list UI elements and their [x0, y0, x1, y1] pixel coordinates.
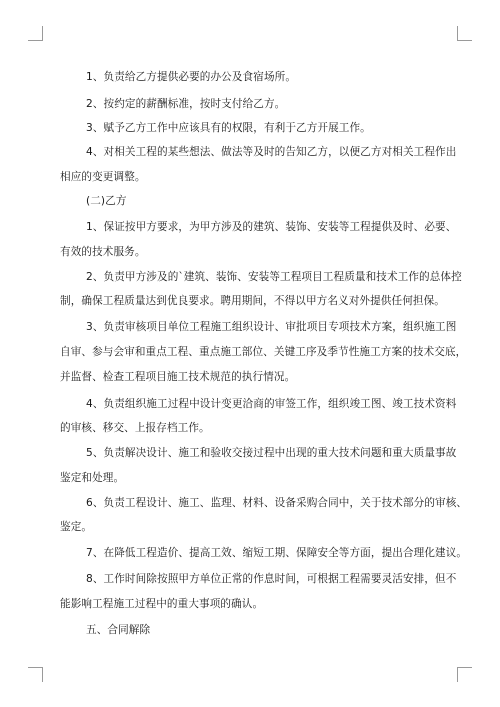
crop-mark-top-left	[28, 26, 43, 41]
paragraph-line: 制，确保工程质量达到优良要求。聘用期间，不得以甲方名义对外提供任何担保。	[60, 295, 445, 307]
paragraph-line: 7、在降低工程造价、提高工效、缩短工期、保障安全等方面，提出合理化建议。	[86, 547, 468, 559]
paragraph-line: 能影响工程施工过程中的重大事项的确认。	[60, 598, 264, 610]
paragraph-line: 4、负责组织施工过程中设计变更洽商的审签工作，组织竣工图、竣工技术资料	[86, 398, 457, 410]
paragraph-line: 鉴定和处理。	[60, 472, 125, 484]
paragraph-line: 自审、参与会审和重点工程、重点施工部位、关键工序及季节性施工方案的技术交底，	[60, 346, 467, 358]
paragraph-line: 1、保证按甲方要求，为甲方涉及的建筑、装饰、安装等工程提供及时、必要、	[86, 221, 457, 233]
paragraph-line: 2、按约定的薪酬标准，按时支付给乙方。	[86, 98, 286, 110]
paragraph-line: 1、负责给乙方提供必要的办公及食宿场所。	[86, 71, 297, 83]
paragraph-line: 鉴定。	[60, 521, 93, 533]
paragraph-line: 相应的变更调整。	[60, 171, 146, 183]
crop-mark-bottom-left	[28, 667, 43, 682]
paragraph-line: 2、负责甲方涉及的`建筑、装饰、安装等工程项目工程质量和技术工作的总体控	[86, 271, 462, 283]
paragraph-line: 3、负责审核项目单位工程施工组织设计、审批项目专项技术方案，组织施工图	[86, 321, 457, 333]
paragraph-line: 4、对相关工程的某些想法、做法等及时的告知乙方，以便乙方对相关工程作出	[86, 146, 457, 158]
section-heading: 五、合同解除	[86, 624, 151, 636]
section-heading: (二)乙方	[86, 195, 127, 207]
paragraph-line: 8、工作时间除按照甲方单位正常的作息时间，可根据工程需要灵活安排，但不	[86, 573, 457, 585]
paragraph-line: 并监督、检查工程项目施工技术规范的执行情况。	[60, 371, 296, 383]
paragraph-line: 5、负责解决设计、施工和验收交接过程中出现的重大技术问题和重大质量事故	[86, 447, 457, 459]
paragraph-line: 6、负责工程设计、施工、监理、材料、设备采购合同中，关于技术部分的审核、	[86, 497, 468, 509]
paragraph-line: 的审核、移交、上报存档工作。	[60, 422, 210, 434]
paragraph-line: 3、赋予乙方工作中应该具有的权限，有利于乙方开展工作。	[86, 122, 371, 134]
paragraph-line: 有效的技术服务。	[60, 246, 146, 258]
crop-mark-top-right	[457, 26, 472, 41]
crop-mark-bottom-right	[457, 667, 472, 682]
